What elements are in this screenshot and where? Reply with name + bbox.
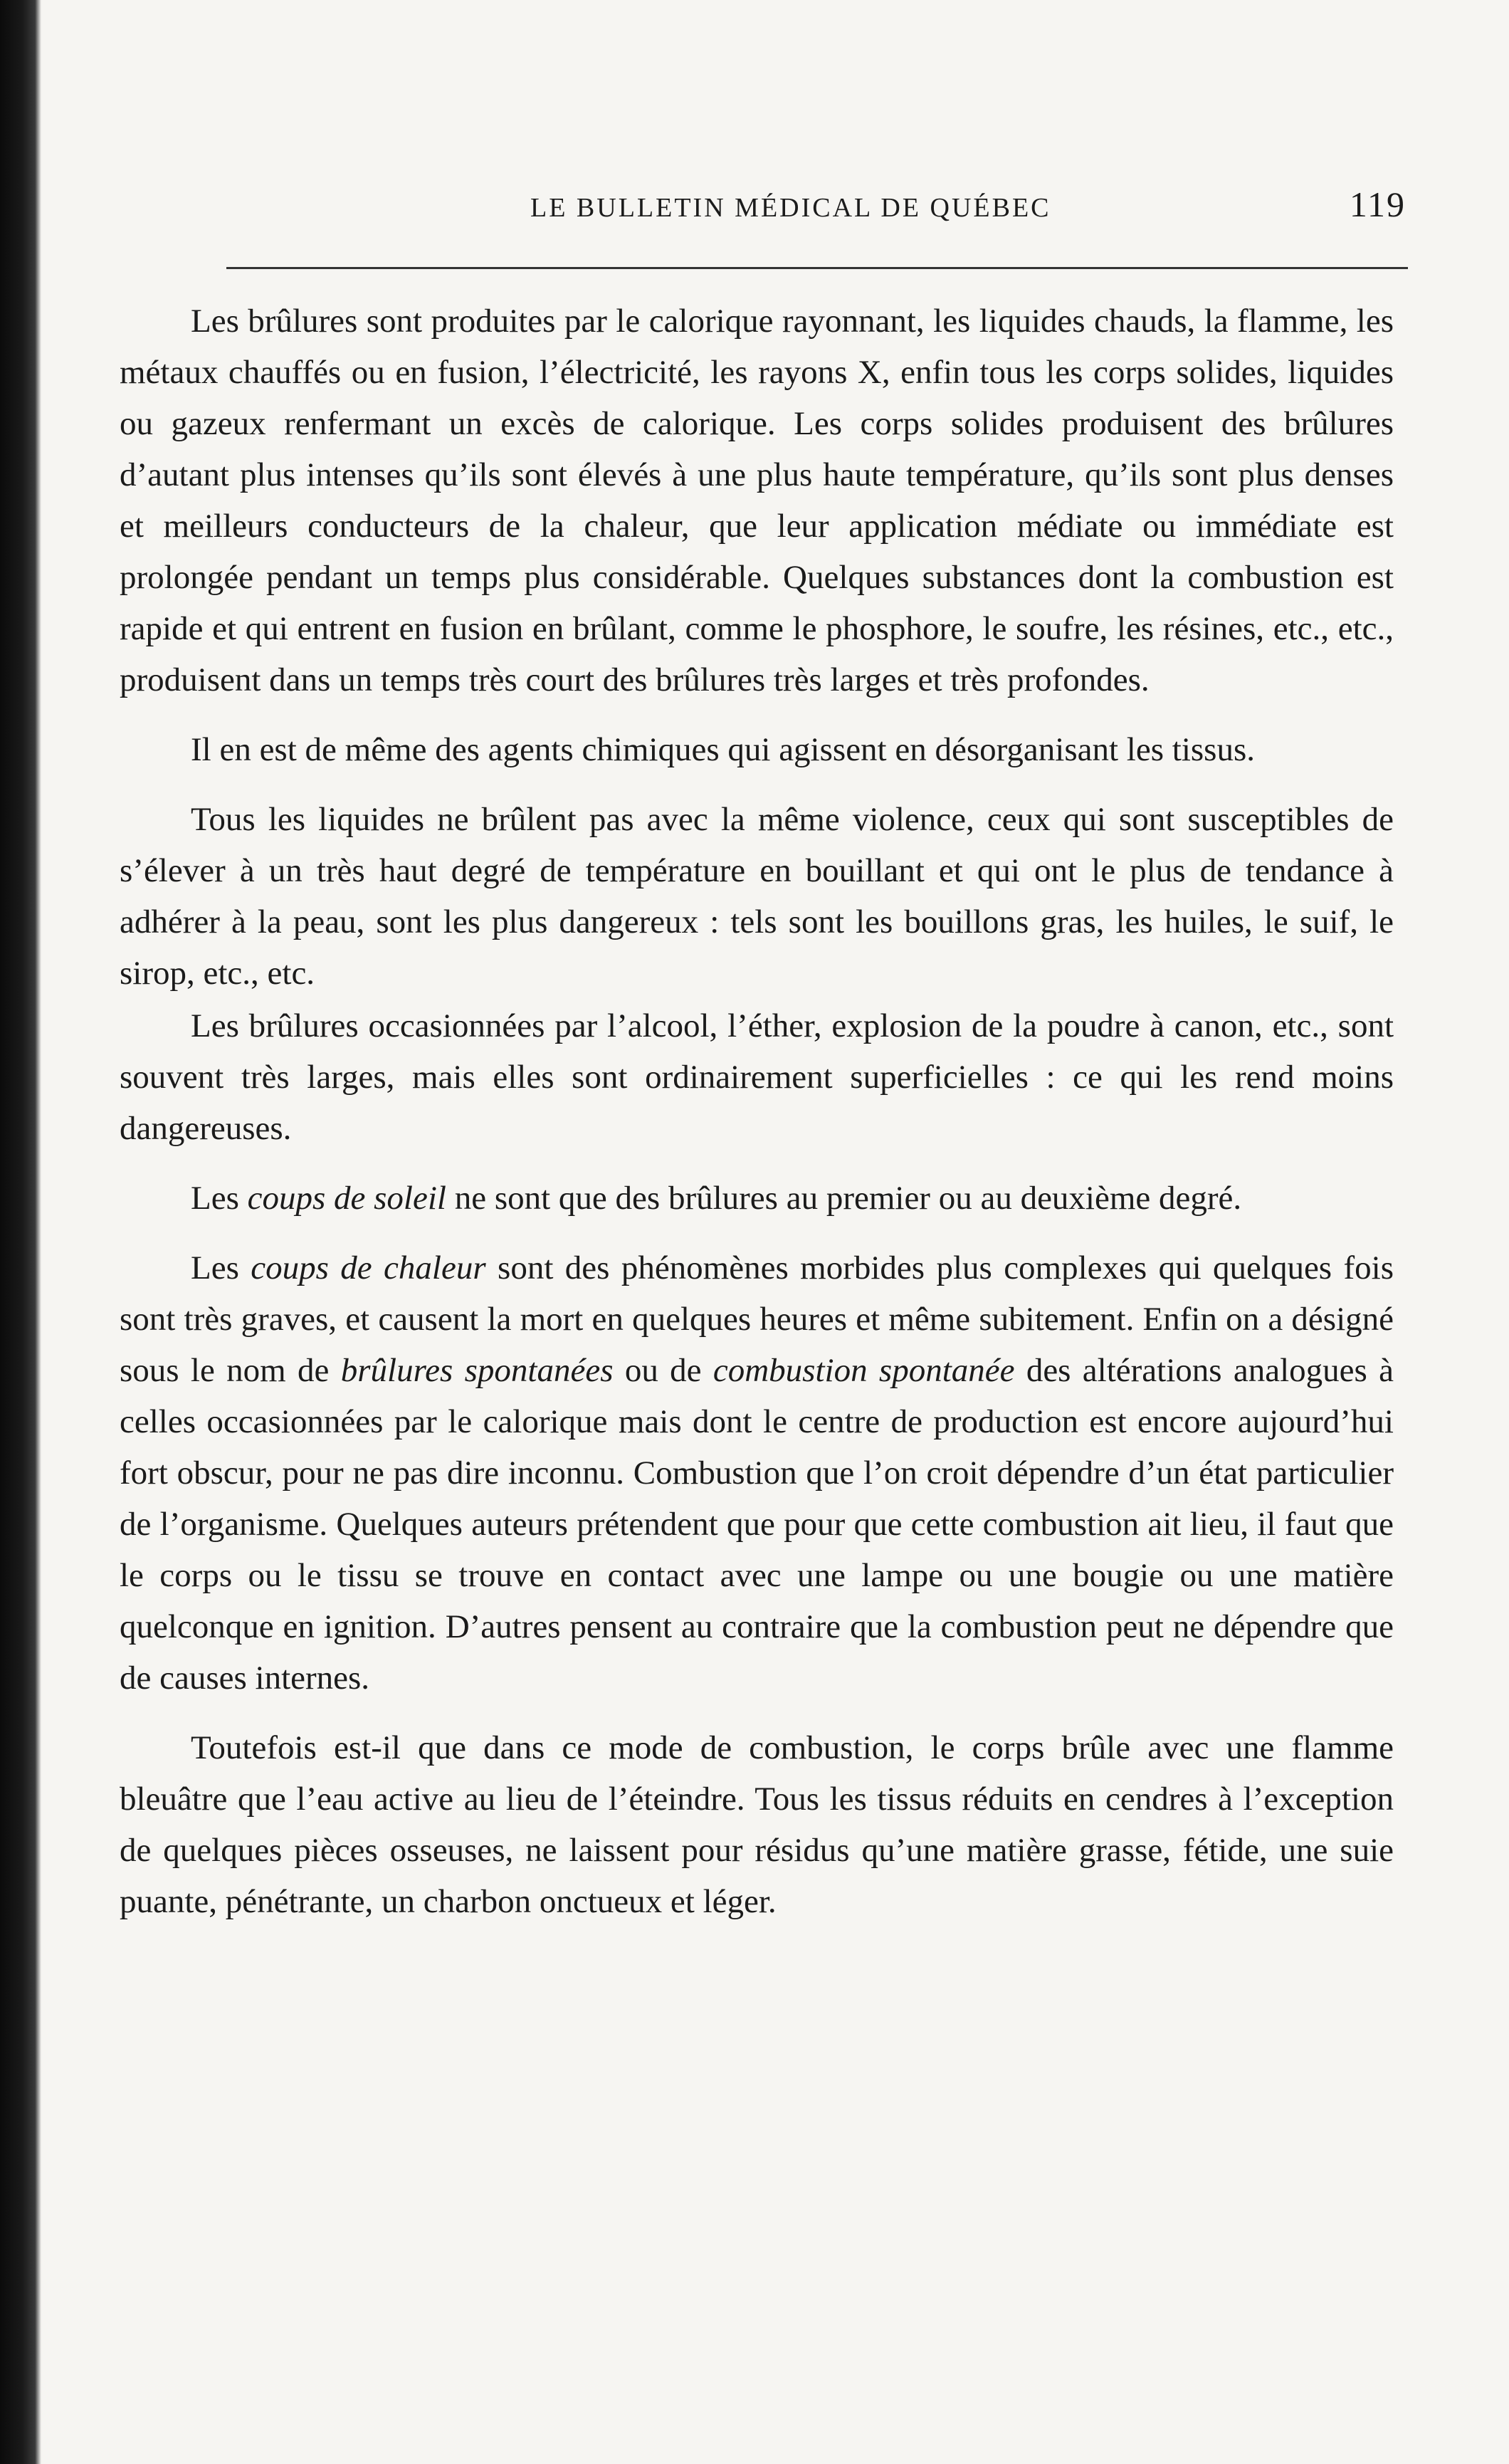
paragraph-6-text-a: Les xyxy=(191,1249,251,1286)
page-number: 119 xyxy=(1349,184,1406,224)
paragraph-2: Il en est de même des agents chimiques qui agissent en désorganisant les tissus. xyxy=(191,731,1256,768)
page-header xyxy=(530,184,1406,226)
paragraph-6-text-e: ou de xyxy=(613,1352,713,1389)
paragraph-6-italic-term-1: coups de chaleur xyxy=(251,1249,486,1286)
paragraph-6-text-c: sont des phénomènes morbides plus complexes qui quelques fois sont très graves, et causent la mort en quelques heures et même subitement. Enfin on a désigné sous le nom de xyxy=(120,1249,1394,1389)
page-binding-edge xyxy=(0,0,41,2464)
running-title: LE BULLETIN MÉDICAL DE QUÉBEC xyxy=(530,193,1051,223)
paragraph-6 xyxy=(120,1242,1394,1704)
paragraph-5-text-a: Les xyxy=(191,1180,248,1217)
paragraph-5-italic-term: coups de soleil xyxy=(247,1180,446,1217)
paragraph-5-text-c: ne sont que des brûlures au premier ou au deuxième degré. xyxy=(446,1180,1242,1217)
paragraph-4: Les brûlures occasionnées par l’alcool, l’éther, explosion de la poudre à canon, etc., sont souvent très larges, mais elles sont ordinairement superficielles : ce qui les rend moins dangereuses. xyxy=(120,1007,1394,1147)
paragraph-3: Tous les liquides ne brûlent pas avec la même violence, ceux qui sont susceptibles de s’élever à un très haut degré de température en bouillant et qui ont le plus de tendance à adhérer à la peau, sont les plus dangereux : tels sont les bouillons gras, les huiles, le suif, le sirop, etc., etc. xyxy=(120,801,1394,992)
paragraph-6-italic-term-3: combustion spontanée xyxy=(713,1352,1015,1389)
paragraph-7: Toutefois est-il que dans ce mode de combustion, le corps brûle avec une flamme bleuâtre que l’eau active au lieu de l’éteindre. Tous les tissus réduits en cendres à l’exception de quelques pièces osseuses, ne laissent pour résidus qu’une matière grasse, fétide, une suie puante, pénétrante, un charbon onctueux et léger. xyxy=(120,1729,1394,1920)
article-body xyxy=(120,295,1394,1946)
header-rule xyxy=(226,267,1408,269)
paragraph-6-text-g: des altérations analogues à celles occasionnées par le calorique mais dont le centre de production est encore aujourd’hui fort obscur, pour ne pas dire inconnu. Combustion que l’on croit dépendre d’un état particulier de l’organisme. Quelques auteurs prétendent que pour que cette combustion ait lieu, il faut que le corps ou le tissu se trouve en contact avec une lampe ou une bougie ou une matière quelconque en ignition. D’autres pensent au contraire que la combustion peut ne dépendre que de causes internes. xyxy=(120,1352,1394,1697)
paragraph-5 xyxy=(120,1173,1394,1224)
paragraph-6-italic-term-2: brûlures spontanées xyxy=(340,1352,614,1389)
paragraph-1: Les brûlures sont produites par le calorique rayonnant, les liquides chauds, la flamme, les métaux chauffés ou en fusion, l’électricité, les rayons X, enfin tous les corps solides, liquides ou gazeux renfermant un excès de calorique. Les corps solides produisent des brûlures d’autant plus intenses qu’ils sont élevés à une plus haute température, qu’ils sont plus denses et meilleurs conducteurs de la chaleur, que leur application médiate ou immédiate est prolongée pendant un temps plus considérable. Quelques substances dont la combustion est rapide et qui entrent en fusion en brûlant, comme le phosphore, le soufre, les résines, etc., etc., produisent dans un temps très court des brûlures très larges et très profondes. xyxy=(120,303,1394,698)
